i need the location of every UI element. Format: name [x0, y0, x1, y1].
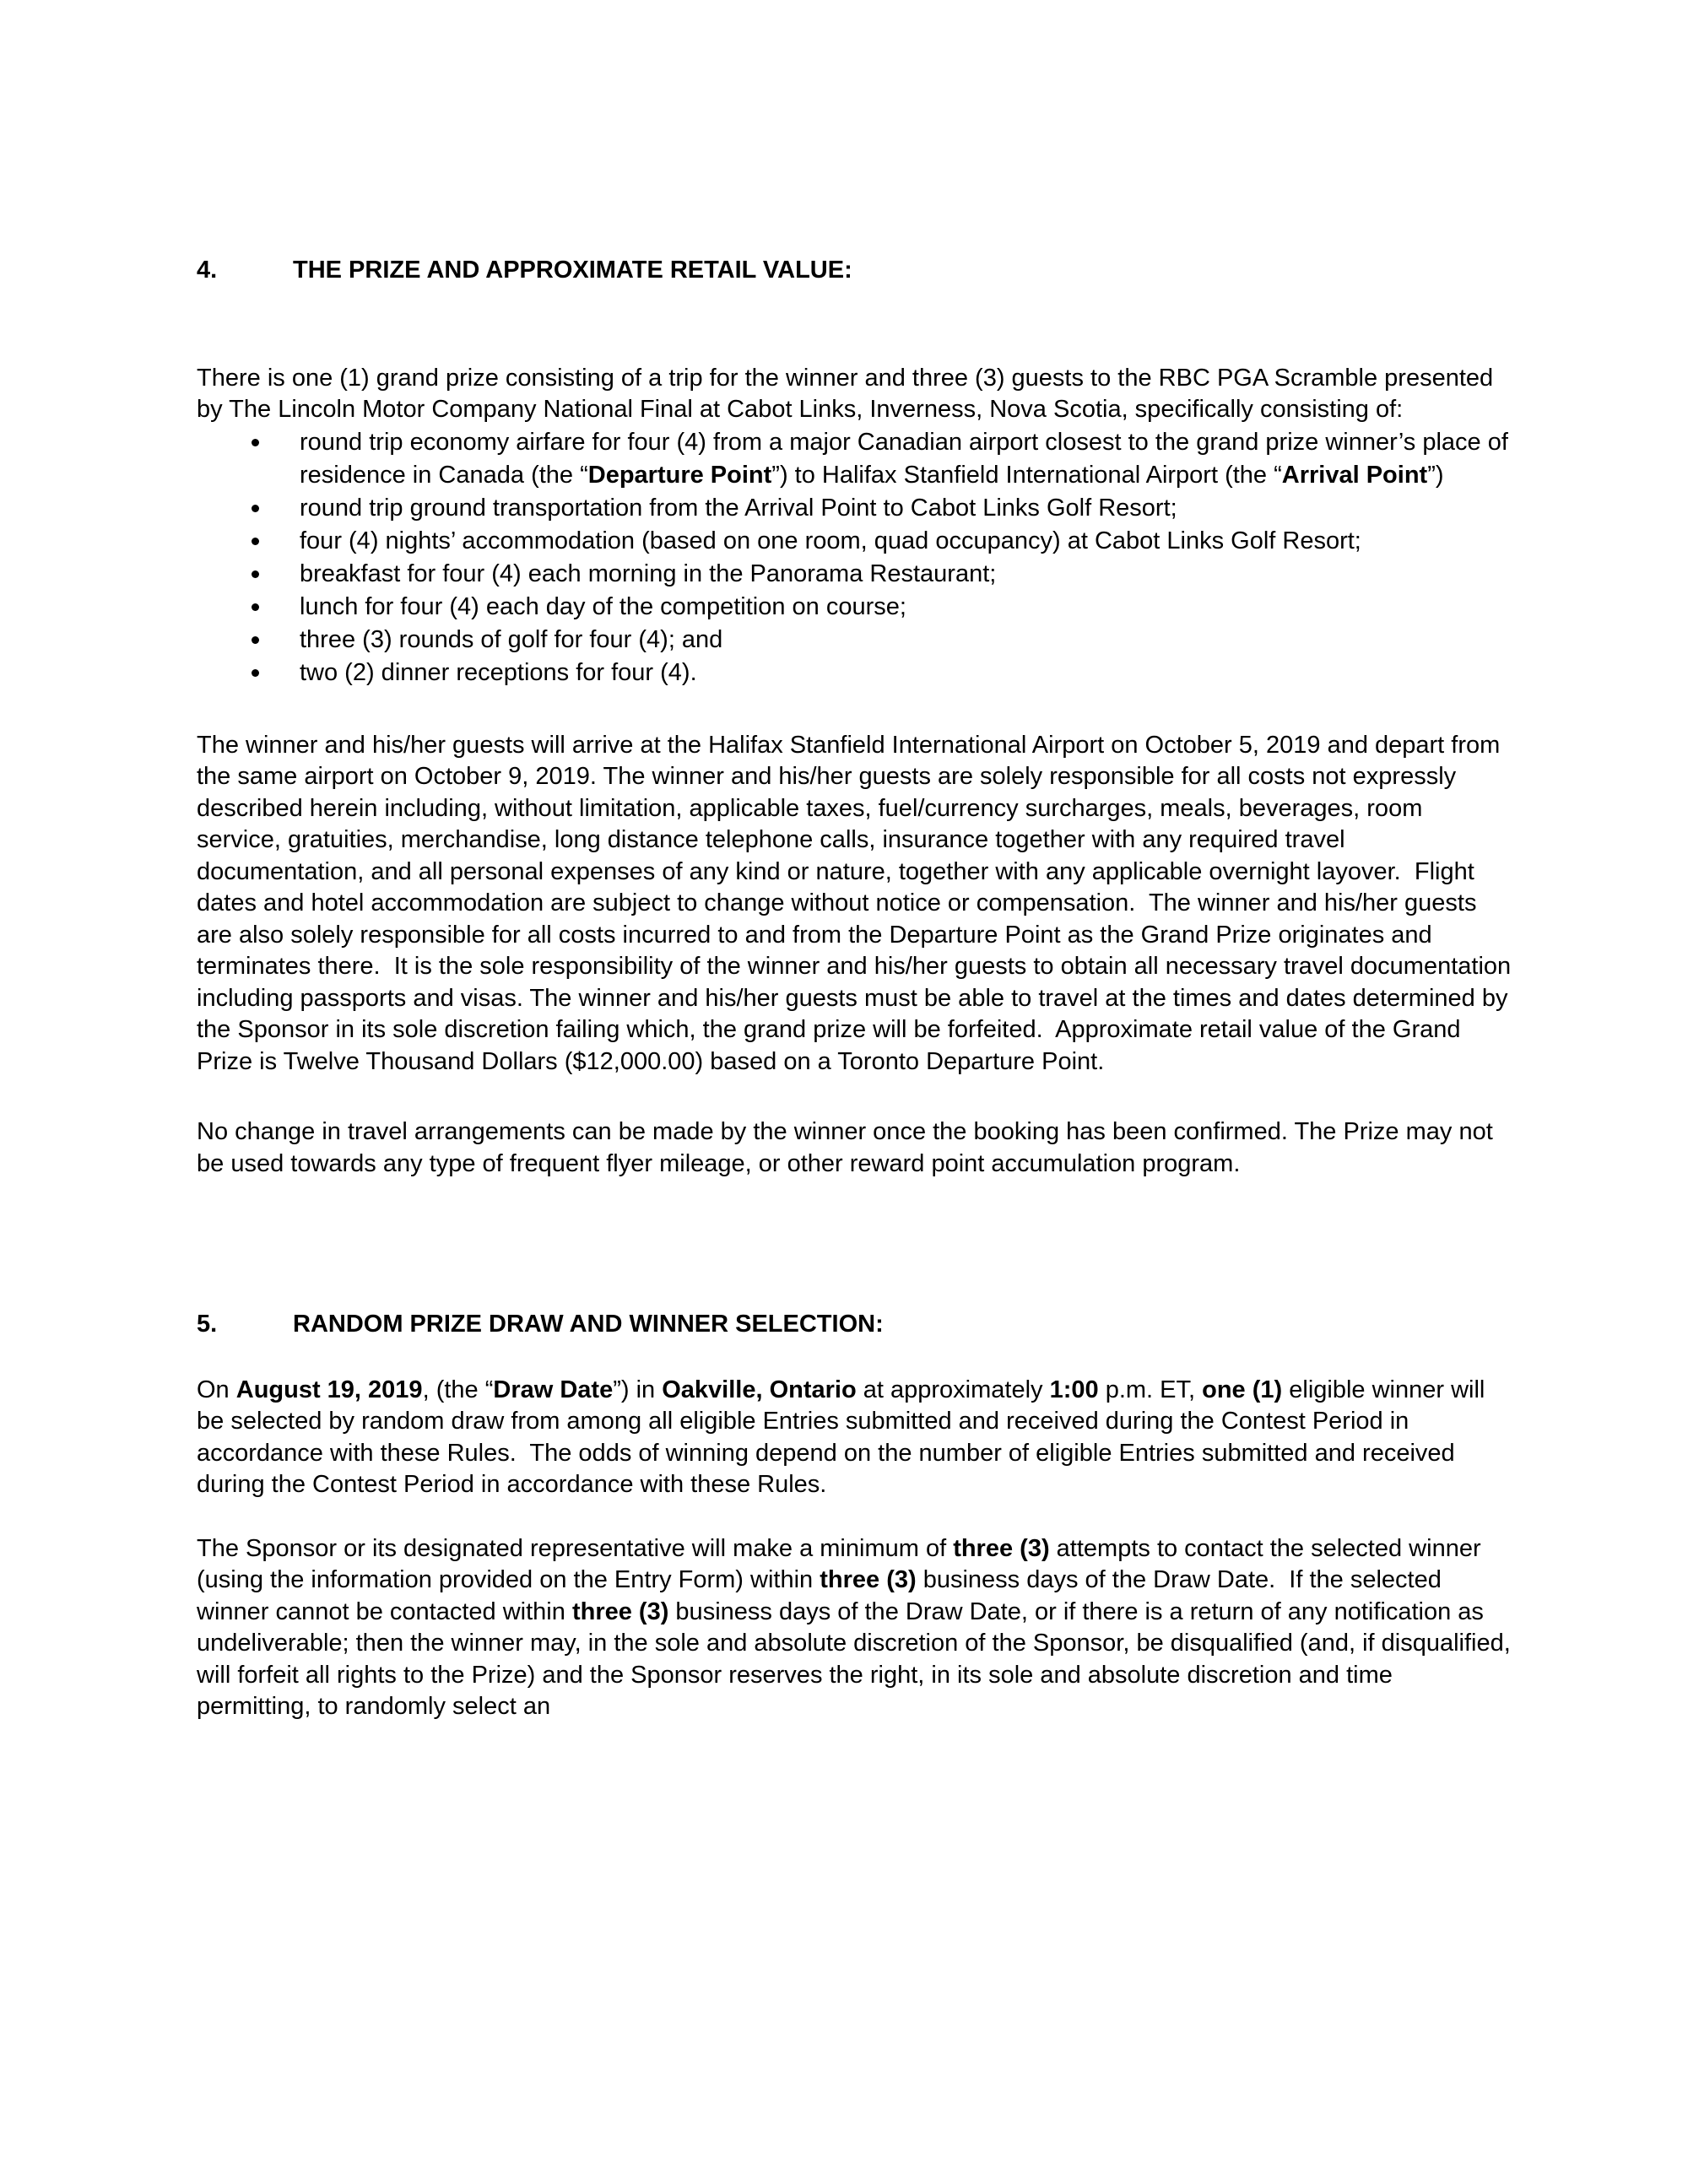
bullet-icon — [252, 669, 259, 677]
text-run: attempts to contact the selected winner (using the information provided on the Entry Form) within — [197, 1534, 1488, 1593]
bullet-icon — [252, 603, 259, 611]
text-run: at approximately — [856, 1376, 1050, 1403]
bold-text-run: Draw Date — [493, 1376, 614, 1403]
text-run: p.m. ET, — [1098, 1376, 1203, 1403]
bullet-item — [300, 657, 1513, 689]
text-run: There is one (1) grand prize consisting of a trip for the winner and three (3) guests to the RBC PGA Scramble presented by The Lincoln Motor Company National Final at Cabot Links, Inverness, Nova Scotia, specifically consisting of: — [197, 364, 1501, 423]
paragraph — [197, 1375, 1513, 1501]
section-title: RANDOM PRIZE DRAW AND WINNER SELECTION: — [293, 1311, 884, 1338]
bold-text-run: Departure Point — [587, 461, 772, 489]
text-run: The winner and his/her guests will arrive at the Halifax Stanfield International Airport on October 5, 2019 and depart from the same airport on October 9, 2019. The winner and his/her guests are solely responsible for all costs not expressly described herein including, without limitation, applicable taxes, fuel/currency surcharges, meals, beverages, room service, gratuities, merchandise, long distance telephone calls, insurance together with any required travel documentation, and all personal expenses of any kind or nature, together with any applicable overnight layover. Flight dates and hotel accommodation are subject to change without notice or compensation. The winner and his/her guests are also solely responsible for all costs incurred to and from the Departure Point as the Grand Prize originates and terminates there. It is the sole responsibility of the winner and his/her guests to obtain all necessary travel documentation including passports and visas. The winner and his/her guests must be able to travel at the times and dates determined by the Sponsor in its sole discretion failing which, the grand prize will be forfeited. Approximate retail value of the Grand Prize is Twelve Thousand Dollars ($12,000.00) based on a Toronto Departure Point. — [197, 731, 1518, 1075]
text-run: ”) to Halifax Stanfield International Airport (the “ — [771, 461, 1282, 489]
bullet-item — [300, 492, 1513, 525]
text-run: four (4) nights’ accommodation (based on one room, quad occupancy) at Cabot Links Golf Resort; — [300, 527, 1361, 554]
text-run: round trip economy airfare for four (4) from a major Canadian airport closest to the grand prize winner’s place of residence in Canada (the “ — [300, 428, 1515, 489]
text-run: business days of the Draw Date, or if there is a return of any notification as undeliverable; then the winner may, in the sole and absolute discretion of the Sponsor, be disqualified (and, if disqualified, will forfeit all rights to the Prize) and the Sponsor reserves the right, in its sole and absolute discretion and time permitting, to randomly select an — [197, 1597, 1518, 1720]
text-run: , (the “ — [422, 1376, 494, 1403]
paragraph — [197, 1116, 1513, 1180]
bullet-text — [300, 626, 722, 653]
paragraph — [197, 730, 1518, 1078]
bullet-item — [300, 624, 1513, 657]
section-heading — [197, 1309, 1513, 1341]
bullet-item — [300, 591, 1513, 624]
text-run: ”) — [1427, 461, 1444, 489]
bold-text-run: Oakville, Ontario — [662, 1376, 857, 1403]
bullet-text — [300, 495, 1177, 522]
bold-text-run: 1:00 — [1049, 1376, 1099, 1403]
text-run: lunch for four (4) each day of the competition on course; — [300, 592, 906, 620]
section-number: 4. — [197, 257, 218, 284]
text-run: No change in travel arrangements can be made by the winner once the booking has been confirmed. The Prize may not be used towards any type of frequent flyer mileage, or other reward point accumulation program. — [197, 1118, 1500, 1177]
text-run: two (2) dinner receptions for four (4). — [300, 658, 697, 686]
text-run: round trip ground transportation from the Arrival Point to Cabot Links Golf Resort; — [300, 494, 1177, 522]
text-run: eligible winner will be selected by random draw from among all eligible Entries submitted and received during the Contest Period in accordance with these Rules. The odds of winning depend on the number of eligible Entries submitted and received during the Contest Period in accordance with these Rules. — [197, 1376, 1492, 1498]
bullet-text — [300, 429, 1515, 489]
bold-text-run: one (1) — [1202, 1376, 1283, 1403]
bullet-icon — [252, 439, 259, 446]
paragraph — [197, 1533, 1518, 1723]
bullet-item — [300, 525, 1513, 558]
bullet-text — [300, 659, 697, 686]
bullet-icon — [252, 636, 259, 644]
bullet-icon — [252, 570, 259, 578]
section-title: THE PRIZE AND APPROXIMATE RETAIL VALUE: — [293, 257, 852, 284]
bullet-text — [300, 527, 1361, 554]
bullet-item — [300, 426, 1513, 492]
section-heading — [197, 255, 1513, 287]
bullet-item — [300, 558, 1513, 591]
text-run: three (3) rounds of golf for four (4); and — [300, 625, 723, 653]
bullet-text — [300, 560, 996, 587]
paragraph — [197, 363, 1513, 426]
bold-text-run: three (3) — [571, 1597, 669, 1625]
text-run: On — [197, 1376, 236, 1403]
bold-text-run: three (3) — [953, 1534, 1050, 1562]
text-run: business days of the Draw Date. If the selected winner cannot be contacted within — [197, 1566, 1448, 1625]
bullet-icon — [252, 538, 259, 545]
text-run: ”) in — [613, 1376, 663, 1403]
text-run: breakfast for four (4) each morning in the Panorama Restaurant; — [300, 560, 997, 587]
bullet-list — [197, 426, 1513, 689]
bold-text-run: August 19, 2019 — [235, 1376, 423, 1403]
bullet-text — [300, 593, 906, 620]
bold-text-run: Arrival Point — [1281, 461, 1428, 489]
bullet-icon — [252, 505, 259, 512]
text-run: The Sponsor or its designated representative will make a minimum of — [197, 1534, 954, 1562]
bold-text-run: three (3) — [820, 1566, 917, 1593]
section-number: 5. — [197, 1311, 218, 1338]
